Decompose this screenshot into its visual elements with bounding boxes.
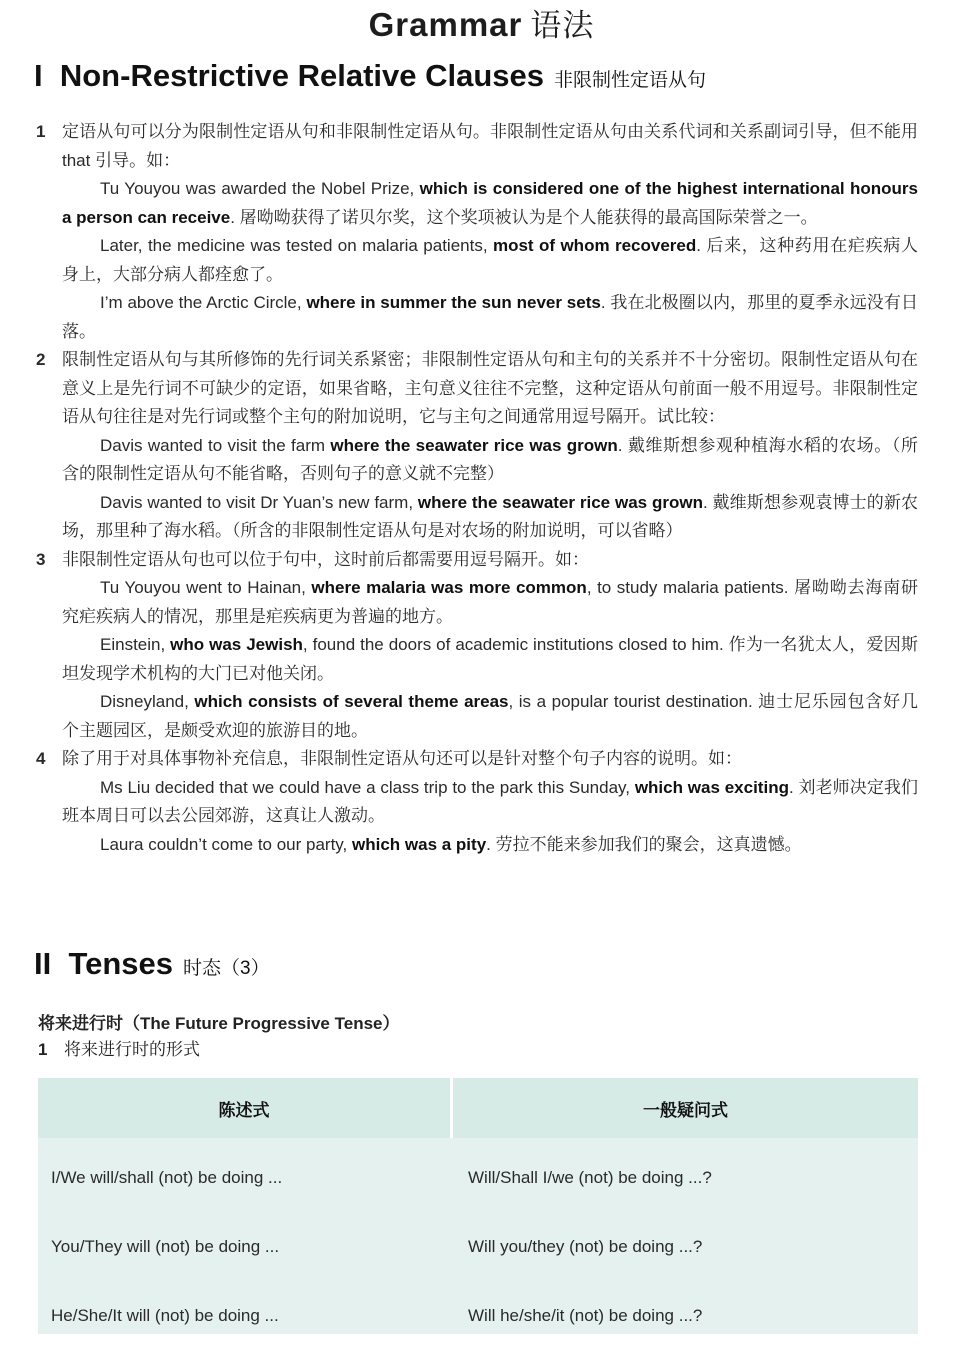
example-sentence: Ms Liu decided that we could have a class trip to the park this Sunday, which was exciting. 刘老师决定我们班本周日可以去公园郊游，这真让人激动。 bbox=[62, 777, 918, 825]
example-sentence: Davis wanted to visit Dr Yuan’s new farm, where the seawater rice was grown. 戴维斯想参观袁博士的新农场，那里种了海水稻。（所含的非限制性定语从句是对农场的附加说明，可以省略） bbox=[62, 492, 918, 540]
example-sentence: I’m above the Arctic Circle, where in summer the sun never sets. 我在北极圈以内，那里的夏季永远没有日落。 bbox=[62, 293, 918, 341]
item-explanation: 定语从句可以分为限制性定语从句和非限制性定语从句。非限制性定语从句由关系代词和关系副词引导，但不能用 that 引导。如： bbox=[62, 122, 918, 170]
grammar-item bbox=[36, 118, 918, 346]
example-sentence: Tu Youyou was awarded the Nobel Prize, which is considered one of the highest international honours a person can receive. 屠呦呦获得了诺贝尔奖，这个奖项被认为是个人能获得的最高国际荣誉之一。 bbox=[62, 179, 918, 227]
section-heading-tenses bbox=[34, 946, 270, 982]
section-numeral: II bbox=[34, 946, 52, 981]
subsection-title: 将来进行时（The Future Progressive Tense） bbox=[38, 1014, 400, 1033]
section-title-zh: 非限制性定语从句 bbox=[554, 70, 707, 91]
page-title-en: Grammar bbox=[368, 6, 523, 43]
grammar-body bbox=[36, 118, 918, 859]
item-number: 3 bbox=[36, 549, 46, 569]
table-cell: He/She/It will (not) be doing ... bbox=[51, 1306, 279, 1325]
item-number: 1 bbox=[36, 122, 46, 141]
section-numeral: I bbox=[34, 58, 43, 93]
subsection-point bbox=[38, 1037, 399, 1063]
example-sentence: Laura couldn’t come to our party, which was a pity. 劳拉不能来参加我们的聚会，这真遗憾。 bbox=[100, 834, 802, 854]
item-number: 1 bbox=[38, 1040, 48, 1059]
subsection-heading bbox=[38, 1011, 399, 1063]
section-title: Tenses bbox=[68, 946, 174, 981]
table-cell: Will you/they (not) be doing ...? bbox=[468, 1237, 703, 1256]
grammar-item bbox=[36, 745, 918, 859]
item-explanation: 非限制性定语从句也可以位于句中，这时前后都需要用逗号隔开。如： bbox=[62, 549, 589, 569]
grammar-item bbox=[36, 546, 918, 746]
example-sentence: Tu Youyou went to Hainan, where malaria was more common, to study malaria patients. 屠呦呦去海南研究疟疾病人的情况，那里是疟疾病更为普遍的地方。 bbox=[62, 578, 919, 626]
table-cell: You/They will (not) be doing ... bbox=[51, 1237, 280, 1256]
example-sentence: Davis wanted to visit the farm where the seawater rice was grown. 戴维斯想参观种植海水稻的农场。（所含的限制性定语从句不能省略，否则句子的意义就不完整） bbox=[62, 435, 918, 483]
page-title-zh: 语法 bbox=[530, 8, 595, 43]
table-header-cell: 陈述式 bbox=[218, 1101, 270, 1120]
example-sentence: Disneyland, which consists of several theme areas, is a popular tourist destination. 迪士尼乐园包含好几个主题园区，是颇受欢迎的旅游目的地。 bbox=[62, 692, 918, 740]
table-row bbox=[38, 1219, 918, 1287]
item-number: 4 bbox=[36, 749, 46, 768]
table-header-row bbox=[38, 1078, 918, 1138]
grammar-item bbox=[36, 346, 918, 546]
item-number: 2 bbox=[36, 350, 46, 369]
table-row bbox=[38, 1288, 918, 1356]
table-cell: Will he/she/it (not) be doing ...? bbox=[468, 1306, 703, 1325]
table-cell: Will/Shall I/we (not) be doing ...? bbox=[468, 1168, 712, 1187]
tense-form-table bbox=[38, 1078, 918, 1334]
table-cell: I/We will/shall (not) be doing ... bbox=[51, 1168, 283, 1187]
section-title-zh: 时态（3） bbox=[183, 958, 270, 979]
example-sentence: Later, the medicine was tested on malaria patients, most of whom recovered. 后来，这种药用在疟疾病人身上，大部分病人都痊愈了。 bbox=[62, 236, 918, 284]
example-sentence: Einstein, who was Jewish, found the doors of academic institutions closed to him. 作为一名犹太人，爱因斯坦发现学术机构的大门已对他关闭。 bbox=[62, 635, 919, 683]
page-title bbox=[0, 0, 963, 45]
subsection-point-text: 将来进行时的形式 bbox=[64, 1040, 200, 1059]
item-explanation: 除了用于对具体事物补充信息，非限制性定语从句还可以是针对整个句子内容的说明。如： bbox=[62, 749, 742, 768]
table-header-cell: 一般疑问式 bbox=[643, 1101, 728, 1120]
item-explanation: 限制性定语从句与其所修饰的先行词关系紧密；非限制性定语从句和主句的关系并不十分密切。限制性定语从句在意义上是先行词不可缺少的定语，如果省略，主句意义往往不完整，这种定语从句前面一般不用逗号。非限制性定语从句往往是对先行词或整个主句的附加说明，它与主句之间通常用逗号隔开。试比较： bbox=[62, 350, 918, 426]
section-title: Non-Restrictive Relative Clauses bbox=[59, 58, 544, 93]
section-heading-relative-clauses bbox=[34, 58, 706, 94]
table-row bbox=[38, 1150, 918, 1218]
